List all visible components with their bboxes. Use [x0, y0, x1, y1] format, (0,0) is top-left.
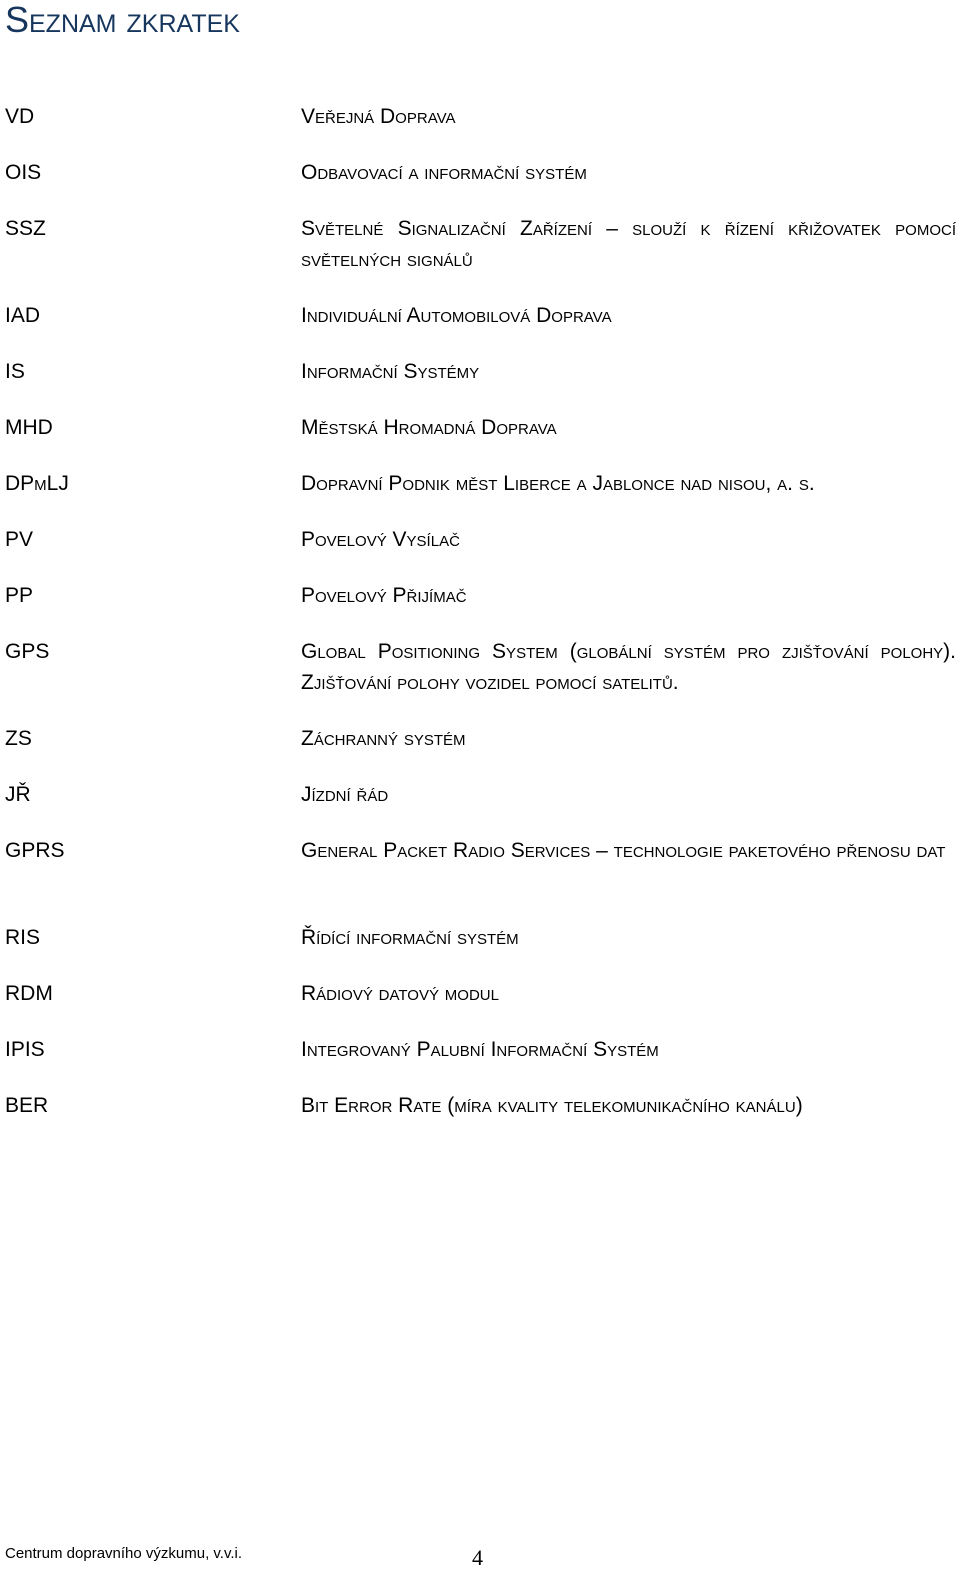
list-item [0, 977, 960, 1033]
abbreviation-meaning: Veřejná Doprava [301, 105, 456, 128]
list-item [0, 635, 960, 722]
abbreviation: RDM [5, 982, 53, 1005]
abbreviation-meaning: Městská Hromadná Doprava [301, 416, 557, 439]
abbreviation-meaning: Jízdní řád [301, 783, 389, 806]
list-item [0, 212, 960, 299]
abbreviation-meaning: Individuální Automobilová Doprava [301, 304, 612, 327]
abbreviation-meaning: Dopravní Podnik měst Liberce a Jablonce nad nisou, a. s. [301, 472, 815, 495]
abbreviation-text: DPmLJ [5, 472, 69, 495]
list-item [0, 100, 960, 156]
list-item [0, 921, 960, 977]
list-item [0, 411, 960, 467]
abbreviation: GPRS [5, 839, 65, 862]
list-item [0, 156, 960, 212]
list-item [0, 579, 960, 635]
page-number: 4 [472, 1545, 483, 1570]
abbreviation: OIS [5, 161, 42, 184]
abbreviation: ZS [5, 727, 32, 750]
abbreviation: IS [5, 360, 25, 383]
abbreviation: IPIS [5, 1038, 45, 1061]
abbreviation-meaning: Informační Systémy [301, 360, 480, 383]
abbreviation-meaning: Povelový Přijímač [301, 584, 467, 607]
abbreviation: VD [5, 105, 35, 128]
footer-organization: Centrum dopravního výzkumu, v.v.i. [5, 1545, 243, 1562]
list-item [0, 778, 960, 834]
abbreviation: MHD [5, 416, 53, 439]
abbreviation-meaning: General Packet Radio Services – technologie paketového přenosu dat [301, 839, 946, 862]
abbreviation-meaning: Povelový Vysílač [301, 528, 460, 551]
list-item [0, 1033, 960, 1089]
abbreviation [0, 467, 301, 500]
page-title: Seznam zkratek [5, 0, 240, 40]
abbreviation: JŘ [5, 783, 31, 806]
abbreviation: BER [5, 1094, 49, 1117]
abbreviation: IAD [5, 304, 41, 327]
abbreviation-list [0, 100, 960, 1145]
abbreviation: PV [5, 528, 34, 551]
list-item [0, 299, 960, 355]
abbreviation: GPS [5, 640, 50, 663]
abbreviation-meaning: Odbavovací a informační systém [301, 161, 587, 184]
abbreviation-meaning: Záchranný systém [301, 727, 466, 750]
list-item [0, 355, 960, 411]
list-item [0, 834, 960, 921]
abbreviation: PP [5, 584, 34, 607]
abbreviation-meaning: Global Positioning System (globální systém pro zjišťování polohy). Zjišťování polohy vozidel pomocí satelitů. [301, 640, 956, 694]
list-item [0, 523, 960, 579]
abbreviation-meaning: Světelné Signalizační Zařízení – slouží k řízení křižovatek pomocí světelných signálů [301, 217, 956, 271]
list-item [0, 722, 960, 778]
abbreviation-meaning: Bit Error Rate (míra kvality telekomunikačního kanálu) [301, 1094, 803, 1117]
abbreviation: RIS [5, 926, 41, 949]
list-item [0, 1089, 960, 1145]
abbreviation-meaning: Rádiový datový modul [301, 982, 499, 1005]
abbreviation-meaning: Řídící informační systém [301, 926, 519, 949]
abbreviation: SSZ [5, 217, 46, 240]
abbreviation-meaning: Integrovaný Palubní Informační Systém [301, 1038, 659, 1061]
list-item [0, 467, 960, 523]
